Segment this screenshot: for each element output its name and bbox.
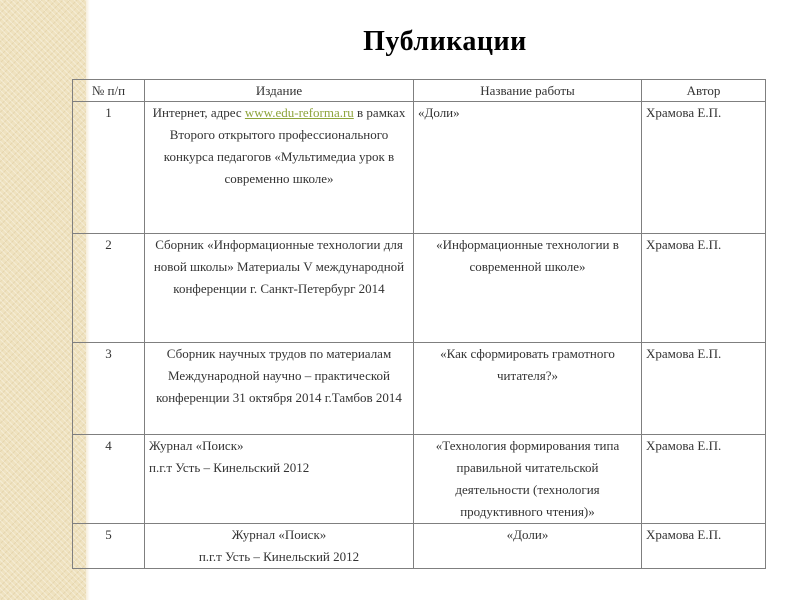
edition-journal: Журнал «Поиск»: [231, 527, 327, 542]
edition-place-year: п.г.т Усть – Кинельский 2012: [149, 460, 310, 475]
work-title-cell: «Доли»: [414, 102, 642, 234]
author-cell: Храмова Е.П.: [642, 524, 766, 569]
author-cell: Храмова Е.П.: [642, 102, 766, 234]
row-number: 1: [73, 102, 145, 234]
edition-cell: Сборник «Информационные технологии для новой школы» Материалы V международной конференции г. Санкт-Петербург 2014: [145, 234, 414, 343]
header-work-title: Название работы: [414, 80, 642, 102]
edition-text-suffix: в рамках Второго открытого профессионального конкурса педагогов «Мультимедиа урок в современно школе»: [163, 105, 406, 186]
page-title: Публикации: [363, 26, 527, 57]
table-row: [73, 102, 766, 234]
work-title-cell: «Информационные технологии в современной школе»: [414, 234, 642, 343]
table-row: [73, 234, 766, 343]
edition-cell: [145, 524, 414, 569]
author-cell: Храмова Е.П.: [642, 343, 766, 435]
edition-cell: Сборник научных трудов по материалам Международной научно – практической конференции 31 октября 2014 г.Тамбов 2014: [145, 343, 414, 435]
work-title-cell: «Технология формирования типа правильной читательской деятельности (технология продуктивного чтения)»: [414, 435, 642, 524]
publications-table: [72, 79, 766, 569]
row-number: 2: [73, 234, 145, 343]
row-number: 3: [73, 343, 145, 435]
edition-journal: Журнал «Поиск»: [149, 438, 244, 453]
table-header-row: [73, 80, 766, 102]
edu-reforma-link[interactable]: www.edu-reforma.ru: [244, 105, 354, 120]
work-title-cell: «Доли»: [414, 524, 642, 569]
header-author: Автор: [642, 80, 766, 102]
table-row: [73, 524, 766, 569]
edition-text-prefix: Интернет, адрес: [152, 105, 245, 120]
edition-cell: [145, 102, 414, 234]
row-number: 5: [73, 524, 145, 569]
edition-cell: [145, 435, 414, 524]
table-row: [73, 343, 766, 435]
header-number: № п/п: [73, 80, 145, 102]
author-cell: Храмова Е.П.: [642, 234, 766, 343]
row-number: 4: [73, 435, 145, 524]
author-cell: Храмова Е.П.: [642, 435, 766, 524]
header-edition: Издание: [145, 80, 414, 102]
work-title-cell: «Как сформировать грамотного читателя?»: [414, 343, 642, 435]
edition-place-year: п.г.т Усть – Кинельский 2012: [198, 549, 360, 564]
table-row: [73, 435, 766, 524]
